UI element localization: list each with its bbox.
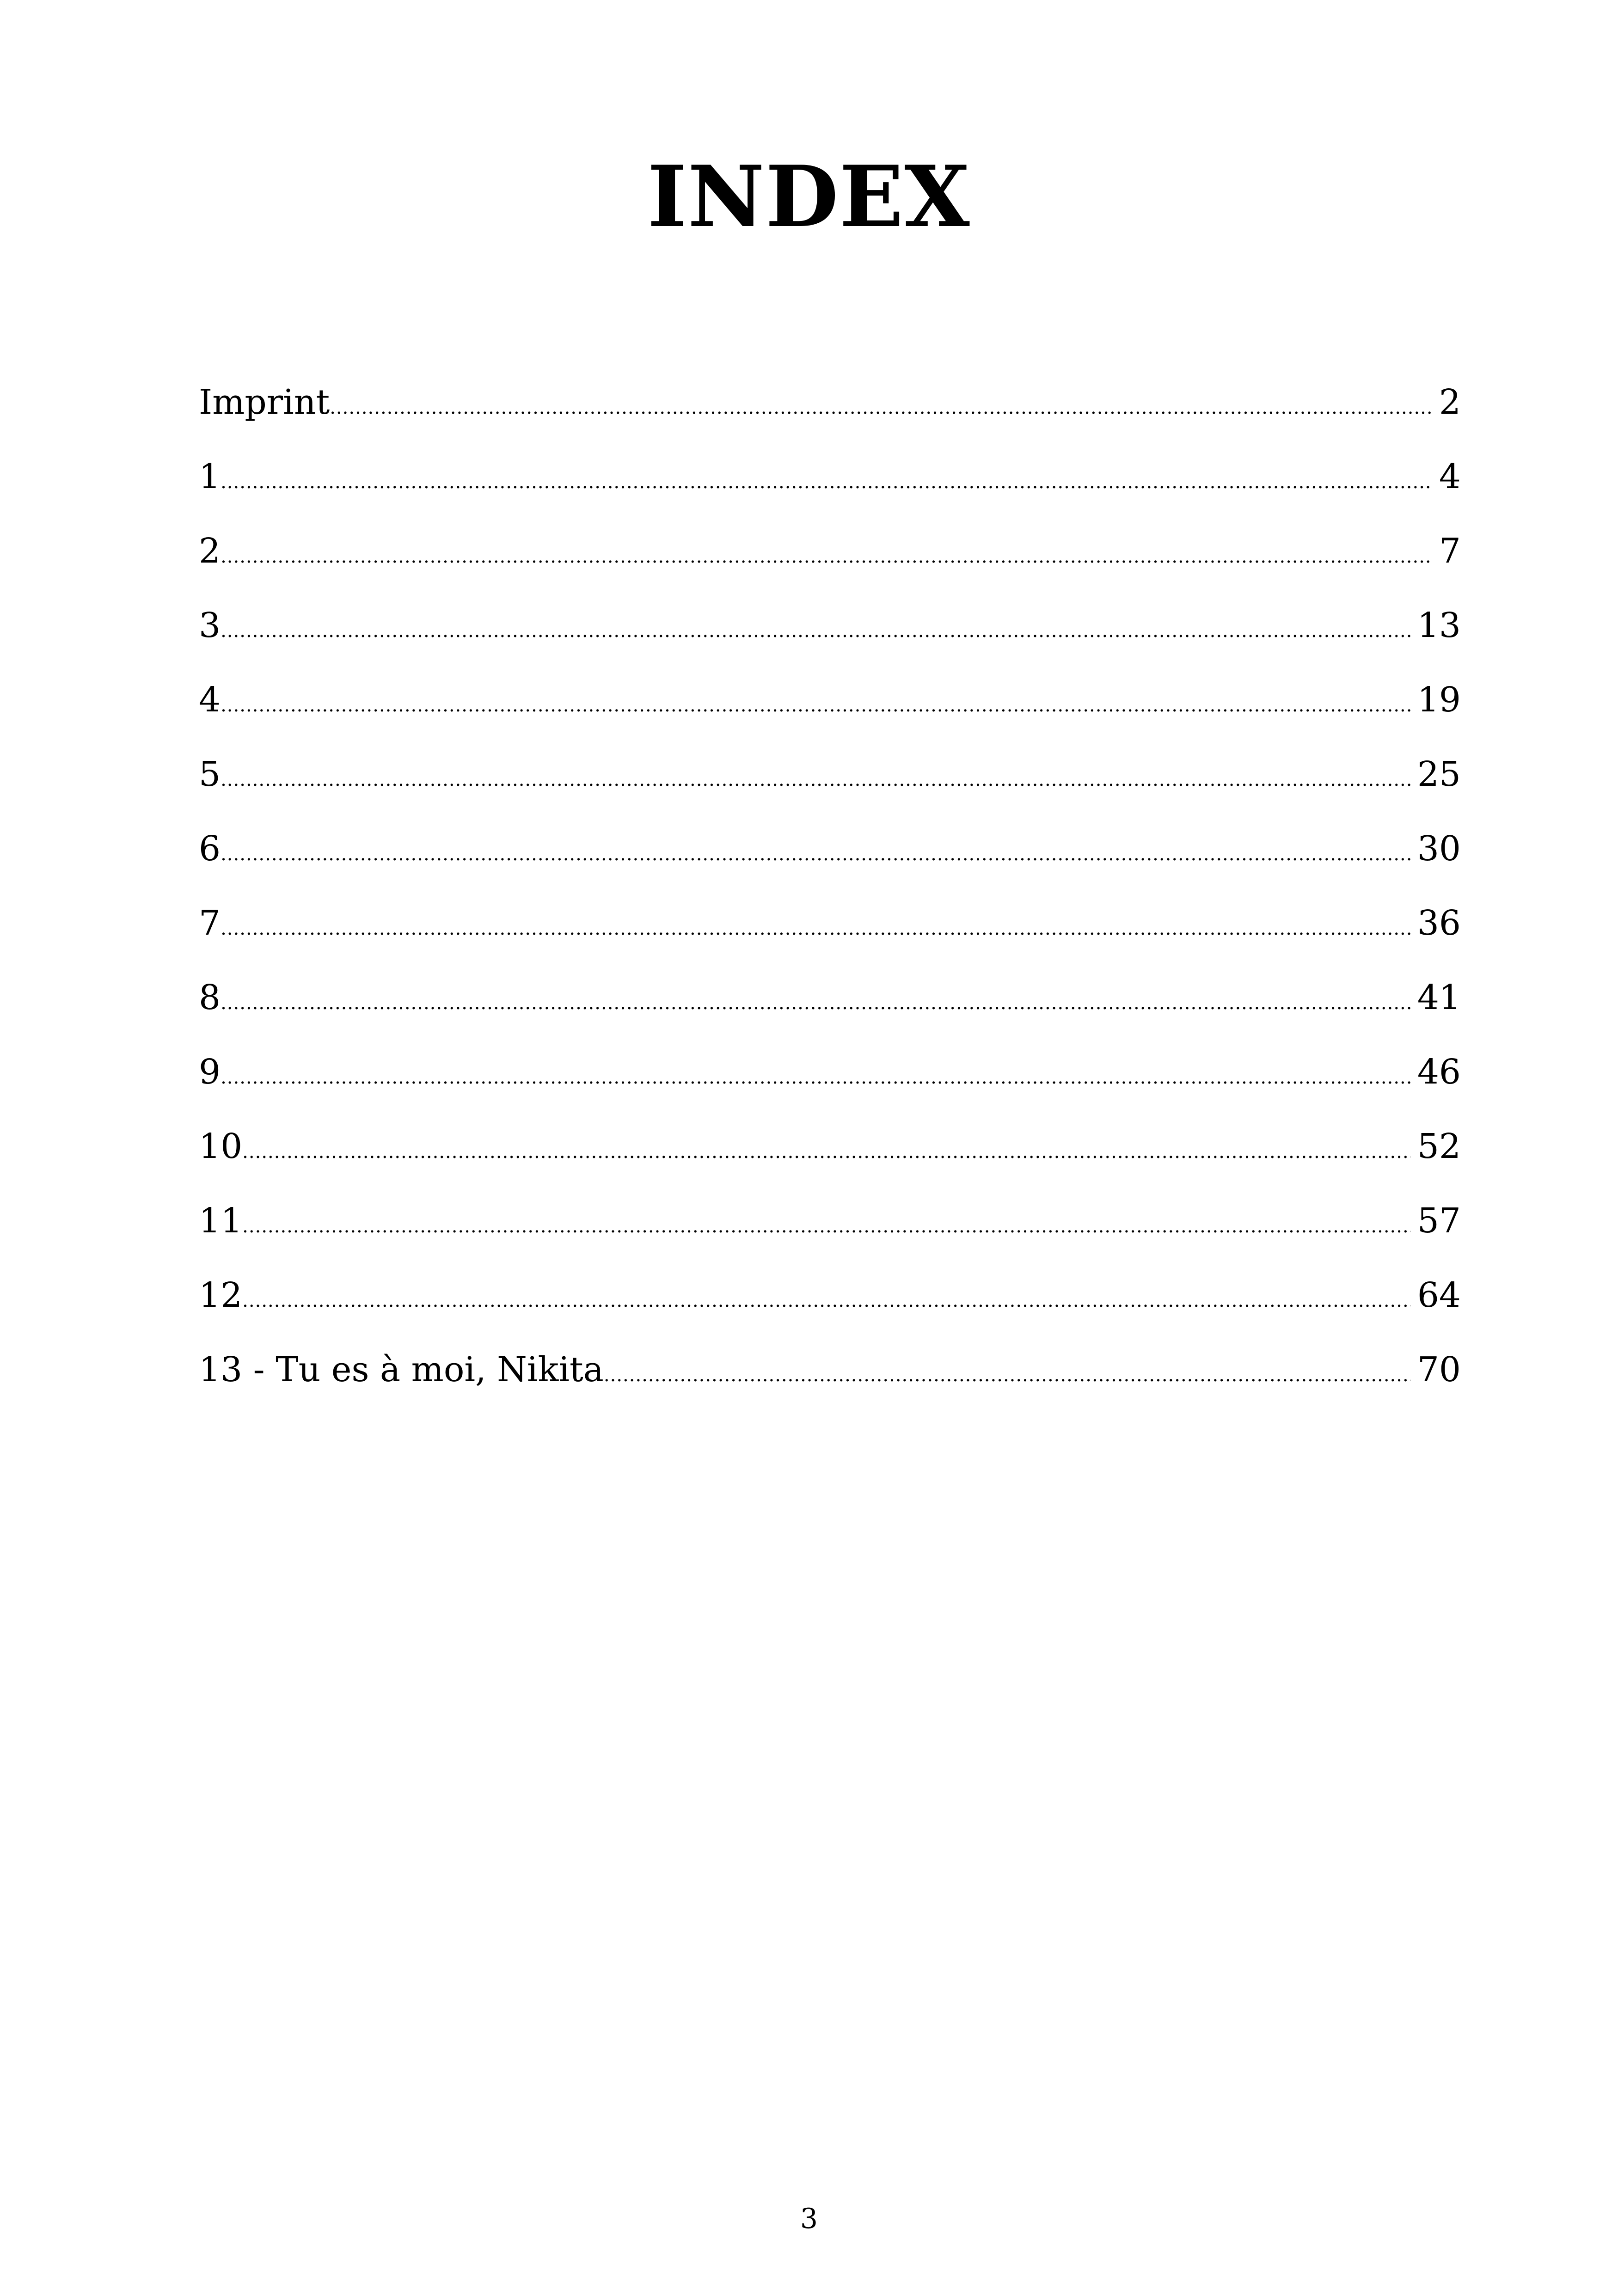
toc-entry[interactable] [199, 588, 1461, 663]
toc-entry[interactable] [199, 1109, 1461, 1184]
toc-dot-leader [221, 663, 1411, 737]
toc-dot-leader [221, 886, 1411, 961]
toc-entry-label: 13 - Tu es à moi, Nikita [199, 1350, 604, 1390]
toc-entry[interactable] [199, 961, 1461, 1035]
toc-dot-leader [604, 1333, 1411, 1407]
toc-dot-leader [221, 514, 1433, 588]
page-number: 3 [800, 2203, 818, 2235]
toc-dot-leader [221, 588, 1411, 663]
toc-entry-page: 41 [1417, 978, 1461, 1017]
toc-entry-page: 13 [1417, 606, 1461, 645]
toc-entry-page: 64 [1417, 1275, 1461, 1315]
toc-dot-leader [221, 440, 1433, 514]
toc-entry-page: 46 [1417, 1052, 1461, 1092]
toc-entry[interactable] [199, 1258, 1461, 1333]
toc-dot-leader [221, 737, 1411, 812]
toc-entry[interactable] [199, 812, 1461, 886]
toc-entry[interactable] [199, 365, 1461, 440]
toc-dot-leader [242, 1258, 1411, 1333]
toc-entry-label: 3 [199, 606, 221, 645]
toc-entry-label: 5 [199, 754, 221, 794]
toc-entry-page: 52 [1417, 1127, 1461, 1166]
page-title: INDEX [647, 147, 971, 246]
toc-entry-label: 10 [199, 1127, 243, 1166]
toc-entry[interactable] [199, 440, 1461, 514]
toc-dot-leader [221, 961, 1411, 1035]
toc-entry-label: Imprint [199, 382, 330, 422]
toc-entry-label: 2 [199, 531, 221, 571]
toc-dot-leader [221, 812, 1411, 886]
toc-entry-label: 9 [199, 1052, 221, 1092]
toc-entry[interactable] [199, 737, 1461, 812]
table-of-contents [199, 365, 1461, 1407]
toc-entry[interactable] [199, 1333, 1461, 1407]
toc-entry-page: 70 [1417, 1350, 1461, 1390]
toc-entry-page: 30 [1417, 829, 1461, 869]
toc-entry-label: 8 [199, 978, 221, 1017]
toc-entry-page: 19 [1417, 680, 1461, 720]
toc-entry-page: 7 [1439, 531, 1461, 571]
toc-entry[interactable] [199, 1035, 1461, 1109]
toc-dot-leader [330, 365, 1433, 440]
toc-entry[interactable] [199, 663, 1461, 737]
toc-entry-page: 4 [1439, 457, 1461, 496]
toc-entry-label: 11 [199, 1201, 243, 1241]
toc-entry-page: 57 [1417, 1201, 1461, 1241]
toc-entry-label: 1 [199, 457, 221, 496]
toc-entry-label: 7 [199, 903, 221, 943]
toc-entry[interactable] [199, 1184, 1461, 1258]
toc-entry-label: 12 [199, 1275, 243, 1315]
toc-entry-page: 25 [1417, 754, 1461, 794]
toc-entry-label: 4 [199, 680, 221, 720]
toc-dot-leader [221, 1035, 1411, 1109]
toc-entry[interactable] [199, 514, 1461, 588]
toc-entry-page: 2 [1439, 382, 1461, 422]
toc-entry-label: 6 [199, 829, 221, 869]
toc-entry-page: 36 [1417, 903, 1461, 943]
toc-entry[interactable] [199, 886, 1461, 961]
toc-dot-leader [242, 1109, 1411, 1184]
toc-dot-leader [242, 1184, 1411, 1258]
